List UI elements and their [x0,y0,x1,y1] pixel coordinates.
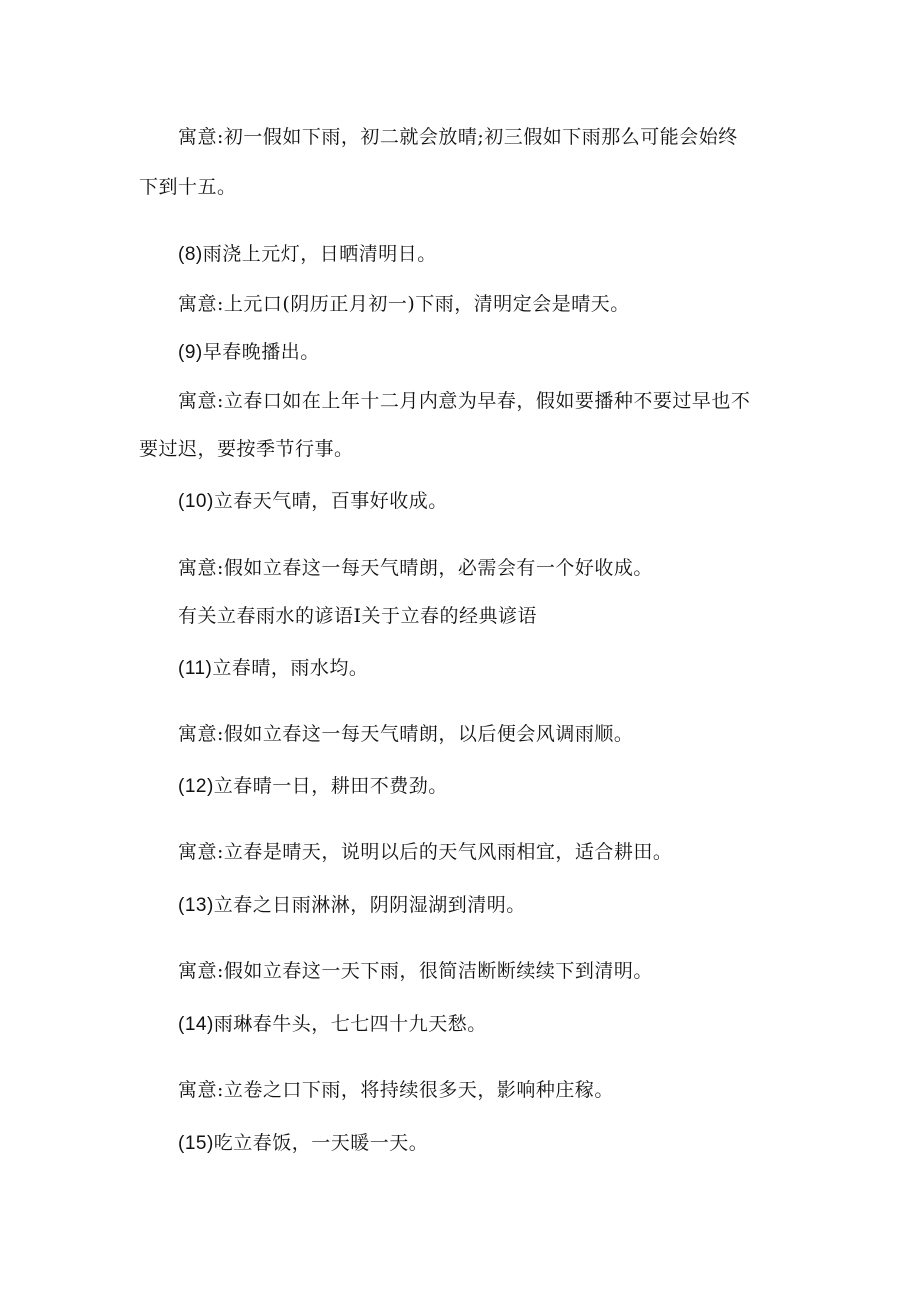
proverb-9: (9)早春晚播出。 [178,342,320,363]
meaning-13: 寓意:假如立春这一天下雨，很简洁断断续续下到清明。 [178,960,653,982]
meaning-line-7a: 寓意:初一假如下雨，初二就会放晴;初三假如下雨那么可能会始终 [178,126,738,148]
section-heading: 有关立春雨水的谚语I关于立春的经典谚语 [178,605,538,627]
meaning-9a: 寓意:立春口如在上年十二月内意为早春，假如要播种不要过早也不 [178,390,751,412]
proverb-14: (14)雨琳春牛头，七七四十九天愁。 [178,1014,487,1035]
proverb-11: (11)立春晴，雨水均。 [178,658,369,679]
meaning-8: 寓意:上元口(阴历正月初一)下雨，清明定会是晴天。 [178,293,630,315]
proverb-8: (8)雨浇上元灯，日晒清明日。 [178,244,437,265]
meaning-12: 寓意:立春是晴天，说明以后的天气风雨相宜，适合耕田。 [178,841,673,863]
meaning-10: 寓意:假如立春这一每天气晴朗，必需会有一个好收成。 [178,557,653,579]
meaning-14: 寓意:立卷之口下雨，将持续很多天，影响种庄稼。 [178,1079,614,1101]
proverb-13: (13)立春之日雨淋淋，阴阴湿湖到清明。 [178,895,526,916]
meaning-11: 寓意:假如立春这一每天气晴朗，以后便会风调雨顺。 [178,723,634,745]
proverb-15: (15)吃立春饭，一天暖一天。 [178,1133,429,1154]
meaning-line-7b: 下到十五。 [139,176,237,198]
meaning-9b: 要过迟，要按季节行事。 [139,438,354,460]
proverb-10: (10)立春天气晴，百事好收成。 [178,491,448,512]
proverb-12: (12)立春晴一日，耕田不费劲。 [178,776,448,797]
